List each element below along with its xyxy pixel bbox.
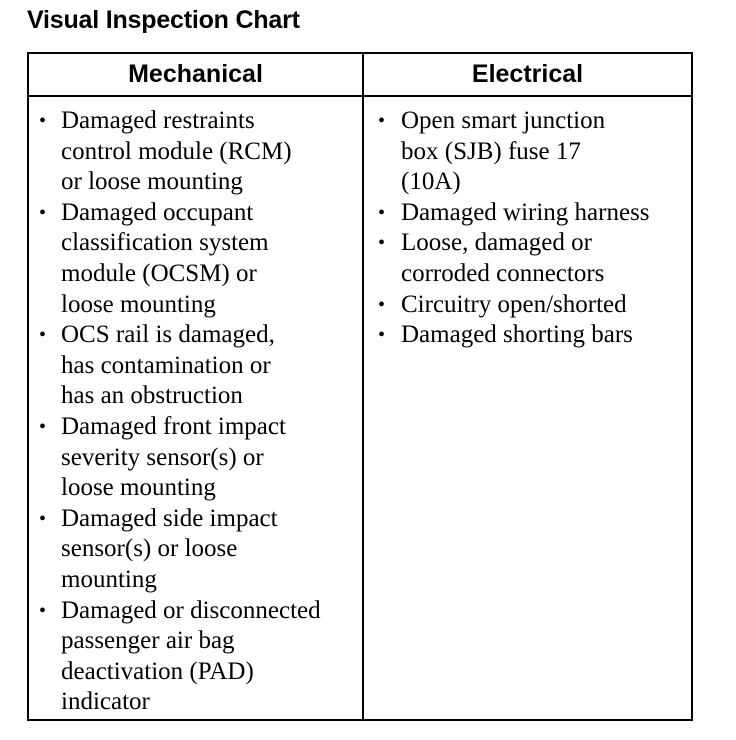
list-item-text: Loose, damaged or corroded connectors — [401, 229, 605, 287]
bullet-icon: • — [39, 599, 47, 622]
bullet-icon: • — [378, 232, 386, 255]
list-item-text: Damaged front impact severity sensor(s) or loose mounting — [61, 412, 286, 502]
visual-inspection-table — [27, 52, 693, 721]
electrical-column — [364, 54, 691, 719]
list-item-text: Circuitry open/shorted — [401, 290, 627, 318]
list-item — [364, 290, 701, 321]
bullet-icon: • — [39, 201, 47, 224]
list-item — [364, 320, 701, 351]
page-title: Visual Inspection Chart — [27, 6, 300, 34]
list-item — [29, 320, 306, 412]
bullet-icon: • — [39, 110, 47, 132]
list-item-text: Damaged side impact sensor(s) or loose mounting — [61, 504, 278, 593]
list-item — [364, 198, 701, 229]
bullet-icon: • — [378, 201, 386, 224]
electrical-items-list — [364, 106, 691, 351]
list-item — [364, 228, 631, 289]
bullet-icon: • — [378, 324, 386, 347]
list-item-text: Damaged shorting bars — [401, 321, 633, 349]
bullet-icon: • — [378, 293, 386, 316]
mechanical-column — [29, 54, 364, 719]
list-item — [29, 596, 331, 718]
list-item — [29, 504, 311, 596]
list-item-text: Damaged wiring harness — [401, 198, 650, 226]
list-item — [364, 106, 621, 198]
list-item-text: Damaged occupant classification system module (OCSM) or loose mounting — [61, 198, 269, 318]
list-item — [29, 106, 296, 198]
bullet-icon: • — [39, 324, 47, 347]
list-item — [29, 198, 296, 320]
list-item-text: Open smart junction box (SJB) fuse 17 (10A) — [401, 107, 606, 196]
list-item-text: Damaged or disconnected passenger air bag deactivation (PAD) indicator — [61, 596, 321, 716]
electrical-column-header: Electrical — [364, 54, 691, 97]
list-item — [29, 412, 321, 504]
bullet-icon: • — [378, 110, 386, 132]
bullet-icon: • — [39, 415, 47, 438]
bullet-icon: • — [39, 507, 47, 530]
list-item-text: Damaged restraints control module (RCM) or loose mounting — [61, 107, 292, 196]
mechanical-items-list — [29, 106, 362, 718]
mechanical-column-header: Mechanical — [29, 54, 362, 97]
list-item-text: OCS rail is damaged, has contamination or has an obstruction — [61, 321, 275, 410]
